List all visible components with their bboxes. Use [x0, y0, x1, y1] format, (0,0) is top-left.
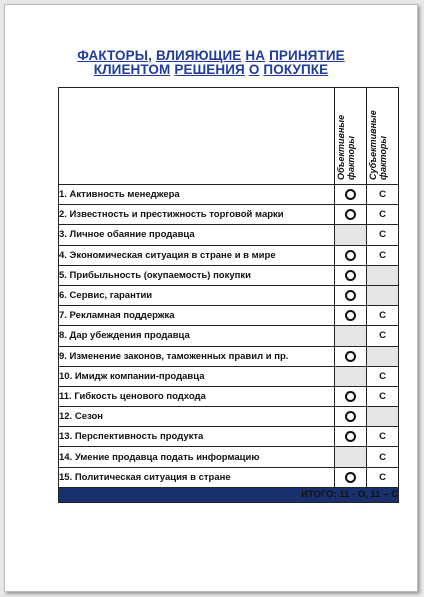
- table-row: [59, 366, 399, 386]
- objective-circle-icon: [345, 431, 356, 442]
- factor-label: 9. Изменение законов, таможенных правил и пр.: [59, 346, 335, 366]
- subjective-mark-cell: [367, 285, 399, 305]
- objective-mark-cell: [335, 205, 367, 225]
- subjective-mark: С: [379, 370, 386, 382]
- objective-circle-icon: [345, 209, 356, 220]
- objective-circle-icon: [345, 351, 356, 362]
- objective-circle-icon: [345, 270, 356, 281]
- objective-circle-icon: [345, 250, 356, 261]
- objective-mark-cell: [335, 245, 367, 265]
- factor-label: 12. Сезон: [59, 407, 335, 427]
- subjective-mark-cell: [367, 265, 399, 285]
- table-row: [59, 407, 399, 427]
- table-header-row: [59, 88, 399, 185]
- subjective-mark: С: [379, 229, 386, 241]
- factors-table: [58, 87, 399, 503]
- subjective-mark-cell: [367, 447, 399, 467]
- objective-mark-cell: [335, 306, 367, 326]
- total-text: ИТОГО: 11 - О, 11 – С: [59, 487, 399, 502]
- objective-mark-cell: [335, 265, 367, 285]
- header-subjective-line1: Субъективные: [367, 110, 378, 180]
- factor-label: 5. Прибыльность (окупаемость) покупки: [59, 265, 335, 285]
- factor-label: 6. Сервис, гарантии: [59, 285, 335, 305]
- document-title: [5, 49, 417, 77]
- objective-circle-icon: [345, 189, 356, 200]
- title-word: НА: [245, 48, 266, 63]
- objective-mark-cell: [335, 407, 367, 427]
- subjective-mark-cell: [367, 386, 399, 406]
- factor-label: 3. Личное обаяние продавца: [59, 225, 335, 245]
- table-row: [59, 326, 399, 346]
- table-row: [59, 265, 399, 285]
- table-row: [59, 386, 399, 406]
- objective-circle-icon: [345, 310, 356, 321]
- subjective-mark: С: [379, 249, 386, 261]
- subjective-mark-cell: [367, 467, 399, 487]
- table-row: [59, 447, 399, 467]
- header-objective-factors: [335, 88, 367, 185]
- header-blank-cell: [59, 88, 335, 185]
- title-word: ПОКУПКЕ: [263, 62, 329, 77]
- subjective-mark-cell: [367, 225, 399, 245]
- factor-label: 14. Умение продавца подать информацию: [59, 447, 335, 467]
- objective-mark-cell: [335, 447, 367, 467]
- factor-label: 1. Активность менеджера: [59, 185, 335, 205]
- table-row: [59, 306, 399, 326]
- factor-label: 2. Известность и престижность торговой марки: [59, 205, 335, 225]
- title-word: РЕШЕНИЯ: [174, 62, 245, 77]
- objective-mark-cell: [335, 326, 367, 346]
- subjective-mark-cell: [367, 306, 399, 326]
- objective-mark-cell: [335, 346, 367, 366]
- subjective-mark: С: [379, 451, 386, 463]
- subjective-mark-cell: [367, 346, 399, 366]
- subjective-mark: С: [379, 330, 386, 342]
- factor-label: 13. Перспективность продукта: [59, 427, 335, 447]
- title-line-1: [5, 49, 417, 63]
- subjective-mark-cell: [367, 407, 399, 427]
- objective-mark-cell: [335, 366, 367, 386]
- title-word: ВЛИЯЮЩИЕ: [155, 48, 242, 63]
- table-row: [59, 346, 399, 366]
- objective-circle-icon: [345, 472, 356, 483]
- factor-label: 7. Рекламная поддержка: [59, 306, 335, 326]
- factor-label: 10. Имидж компании-продавца: [59, 366, 335, 386]
- objective-circle-icon: [345, 411, 356, 422]
- header-objective-line1: Объективные: [335, 114, 346, 180]
- subjective-mark: С: [379, 189, 386, 201]
- table-row: [59, 205, 399, 225]
- factor-label: 11. Гибкость ценового подхода: [59, 386, 335, 406]
- table-row: [59, 245, 399, 265]
- objective-circle-icon: [345, 391, 356, 402]
- objective-mark-cell: [335, 427, 367, 447]
- table-row: [59, 185, 399, 205]
- subjective-mark: С: [379, 431, 386, 443]
- title-word: О: [248, 62, 260, 77]
- factor-label: 4. Экономическая ситуация в стране и в мире: [59, 245, 335, 265]
- title-word: ФАКТОРЫ,: [77, 48, 152, 63]
- subjective-mark: С: [379, 390, 386, 402]
- document-page: [4, 4, 418, 592]
- title-line-2: [5, 63, 417, 77]
- subjective-mark-cell: [367, 185, 399, 205]
- header-subjective-line2: факторы: [377, 135, 388, 180]
- subjective-mark-cell: [367, 245, 399, 265]
- subjective-mark: С: [379, 310, 386, 322]
- subjective-mark-cell: [367, 205, 399, 225]
- objective-mark-cell: [335, 225, 367, 245]
- objective-mark-cell: [335, 185, 367, 205]
- subjective-mark-cell: [367, 427, 399, 447]
- header-subjective-factors: [367, 88, 399, 185]
- subjective-mark-cell: [367, 366, 399, 386]
- objective-mark-cell: [335, 467, 367, 487]
- table-row: [59, 427, 399, 447]
- table-row: [59, 467, 399, 487]
- table-row: [59, 225, 399, 245]
- subjective-mark-cell: [367, 326, 399, 346]
- objective-mark-cell: [335, 386, 367, 406]
- factor-label: 15. Политическая ситуация в стране: [59, 467, 335, 487]
- total-row: [59, 487, 399, 502]
- factor-label: 8. Дар убеждения продавца: [59, 326, 335, 346]
- objective-mark-cell: [335, 285, 367, 305]
- subjective-mark: С: [379, 209, 386, 221]
- table-row: [59, 285, 399, 305]
- header-objective-line2: факторы: [345, 135, 356, 180]
- title-word: ПРИНЯТИЕ: [269, 48, 345, 63]
- subjective-mark: С: [379, 471, 386, 483]
- title-word: КЛИЕНТОМ: [93, 62, 171, 77]
- objective-circle-icon: [345, 290, 356, 301]
